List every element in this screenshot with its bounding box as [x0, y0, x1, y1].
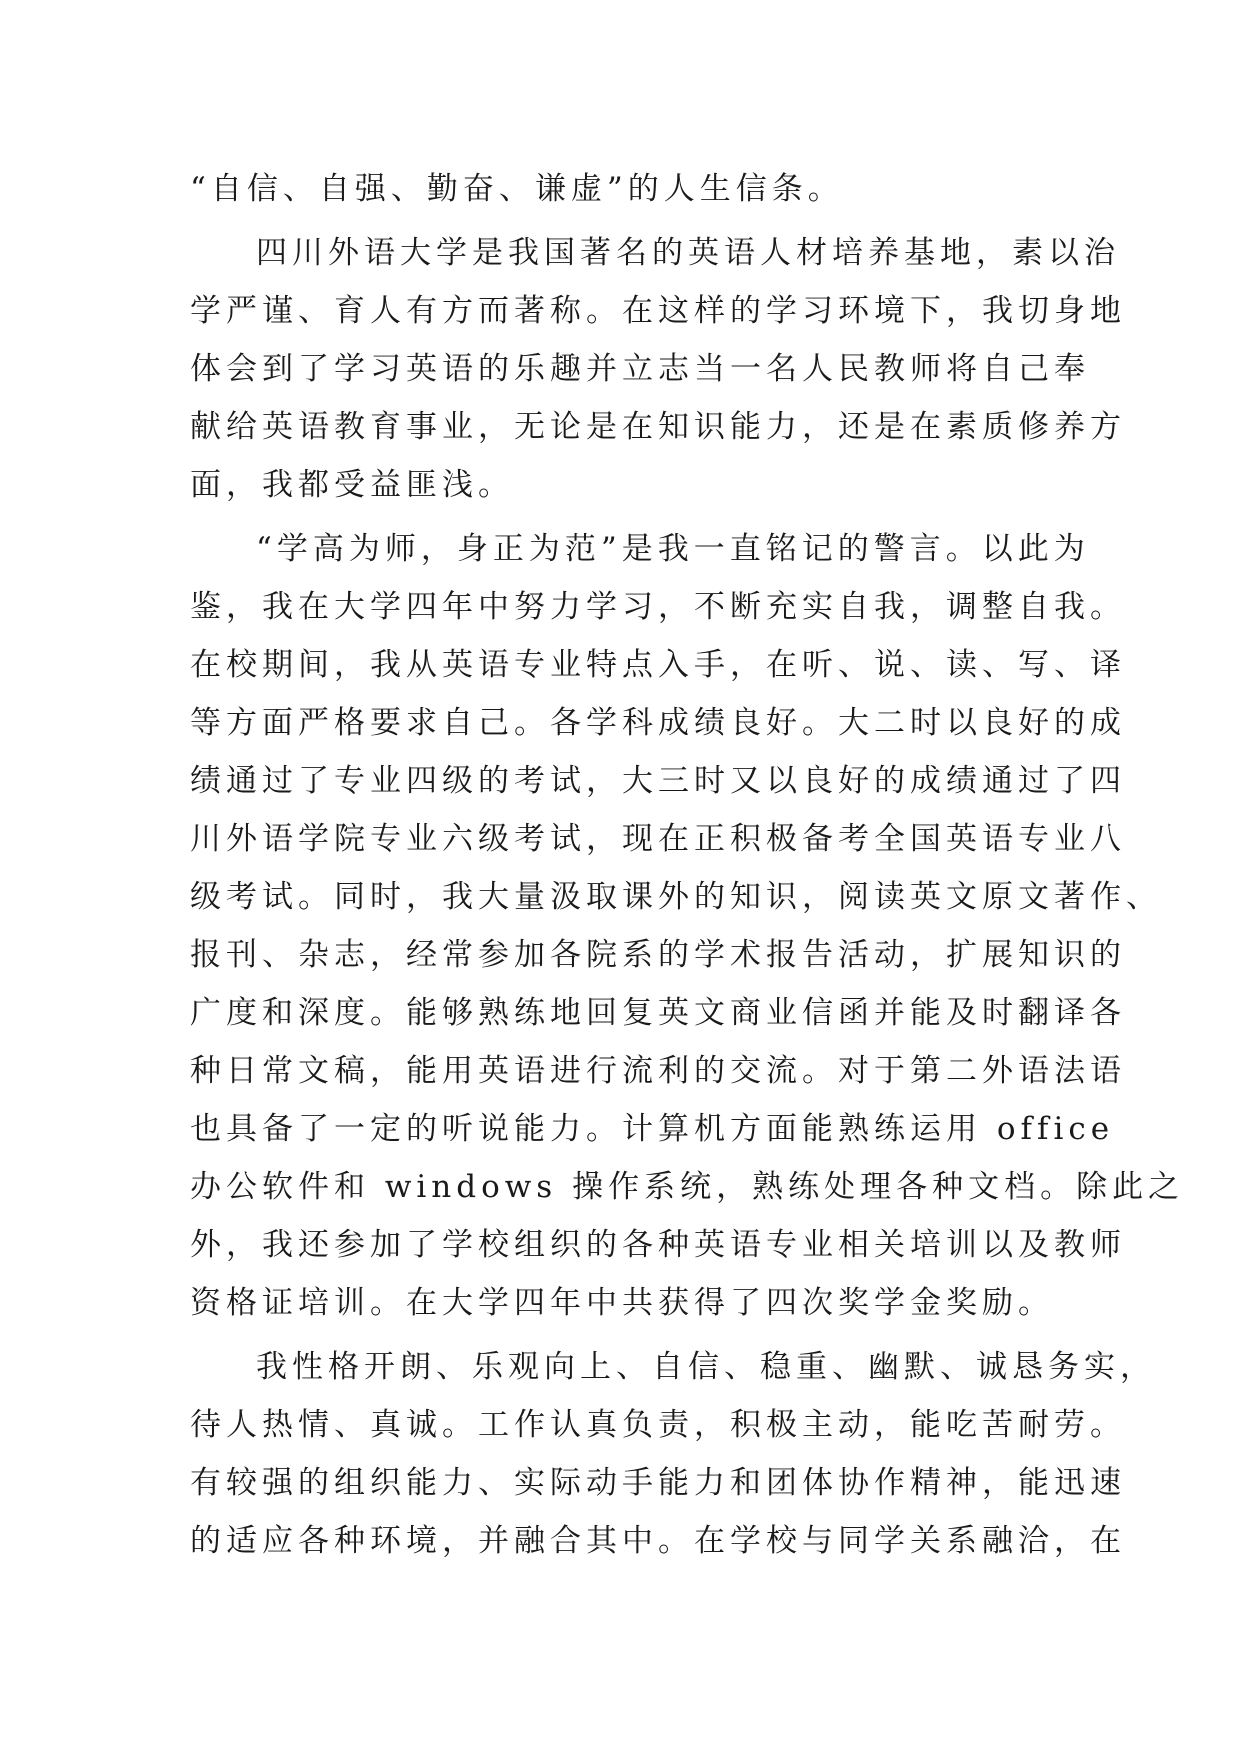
- text-line: 川外语学院专业六级考试，现在正积极备考全国英语专业八: [190, 821, 1126, 857]
- text-line: 报刊、杂志，经常参加各院系的学术报告活动，扩展知识的: [190, 937, 1126, 973]
- text-line: 鉴，我在大学四年中努力学习，不断充实自我，调整自我。: [190, 589, 1126, 625]
- text-line: 四川外语大学是我国著名的英语人材培养基地，素以治: [256, 235, 1120, 271]
- text-line: 待人热情、真诚。工作认真负责，积极主动，能吃苦耐劳。: [190, 1407, 1126, 1443]
- document-body: [190, 160, 1185, 1570]
- text-line: 也具备了一定的听说能力。计算机方面能熟练运用 office: [190, 1111, 1115, 1147]
- text-line: 的适应各种环境，并融合其中。在学校与同学关系融洽，在: [190, 1523, 1126, 1559]
- text-line: 体会到了学习英语的乐趣并立志当一名人民教师将自己奉: [190, 351, 1090, 387]
- text-line: 有较强的组织能力、实际动手能力和团体协作精神，能迅速: [190, 1465, 1126, 1501]
- text-line: 献给英语教育事业，无论是在知识能力，还是在素质修养方: [190, 409, 1126, 445]
- text-line: 资格证培训。在大学四年中共获得了四次奖学金奖励。: [190, 1285, 1054, 1321]
- text-line: 学严谨、育人有方而著称。在这样的学习环境下，我切身地: [190, 293, 1126, 329]
- text-line: 绩通过了专业四级的考试，大三时又以良好的成绩通过了四: [190, 763, 1126, 799]
- text-line: “自信、自强、勤奋、谦虚”的人生信条。: [190, 171, 844, 207]
- text-line: 种日常文稿，能用英语进行流利的交流。对于第二外语法语: [190, 1053, 1126, 1089]
- text-line: 广度和深度。能够熟练地回复英文商业信函并能及时翻译各: [190, 995, 1126, 1031]
- text-line: 办公软件和 windows 操作系统，熟练处理各种文档。除此之: [190, 1169, 1185, 1205]
- text-line: 在校期间，我从英语专业特点入手，在听、说、读、写、译: [190, 647, 1126, 683]
- text-line: 我性格开朗、乐观向上、自信、稳重、幽默、诚恳务实，: [256, 1349, 1156, 1385]
- text-line: 级考试。同时，我大量汲取课外的知识，阅读英文原文著作、: [190, 879, 1162, 915]
- text-line: 面，我都受益匪浅。: [190, 467, 514, 503]
- text-line: “学高为师，身正为范”是我一直铭记的警言。以此为: [256, 531, 1090, 567]
- text-line: 外，我还参加了学校组织的各种英语专业相关培训以及教师: [190, 1227, 1126, 1263]
- text-line: 等方面严格要求自己。各学科成绩良好。大二时以良好的成: [190, 705, 1126, 741]
